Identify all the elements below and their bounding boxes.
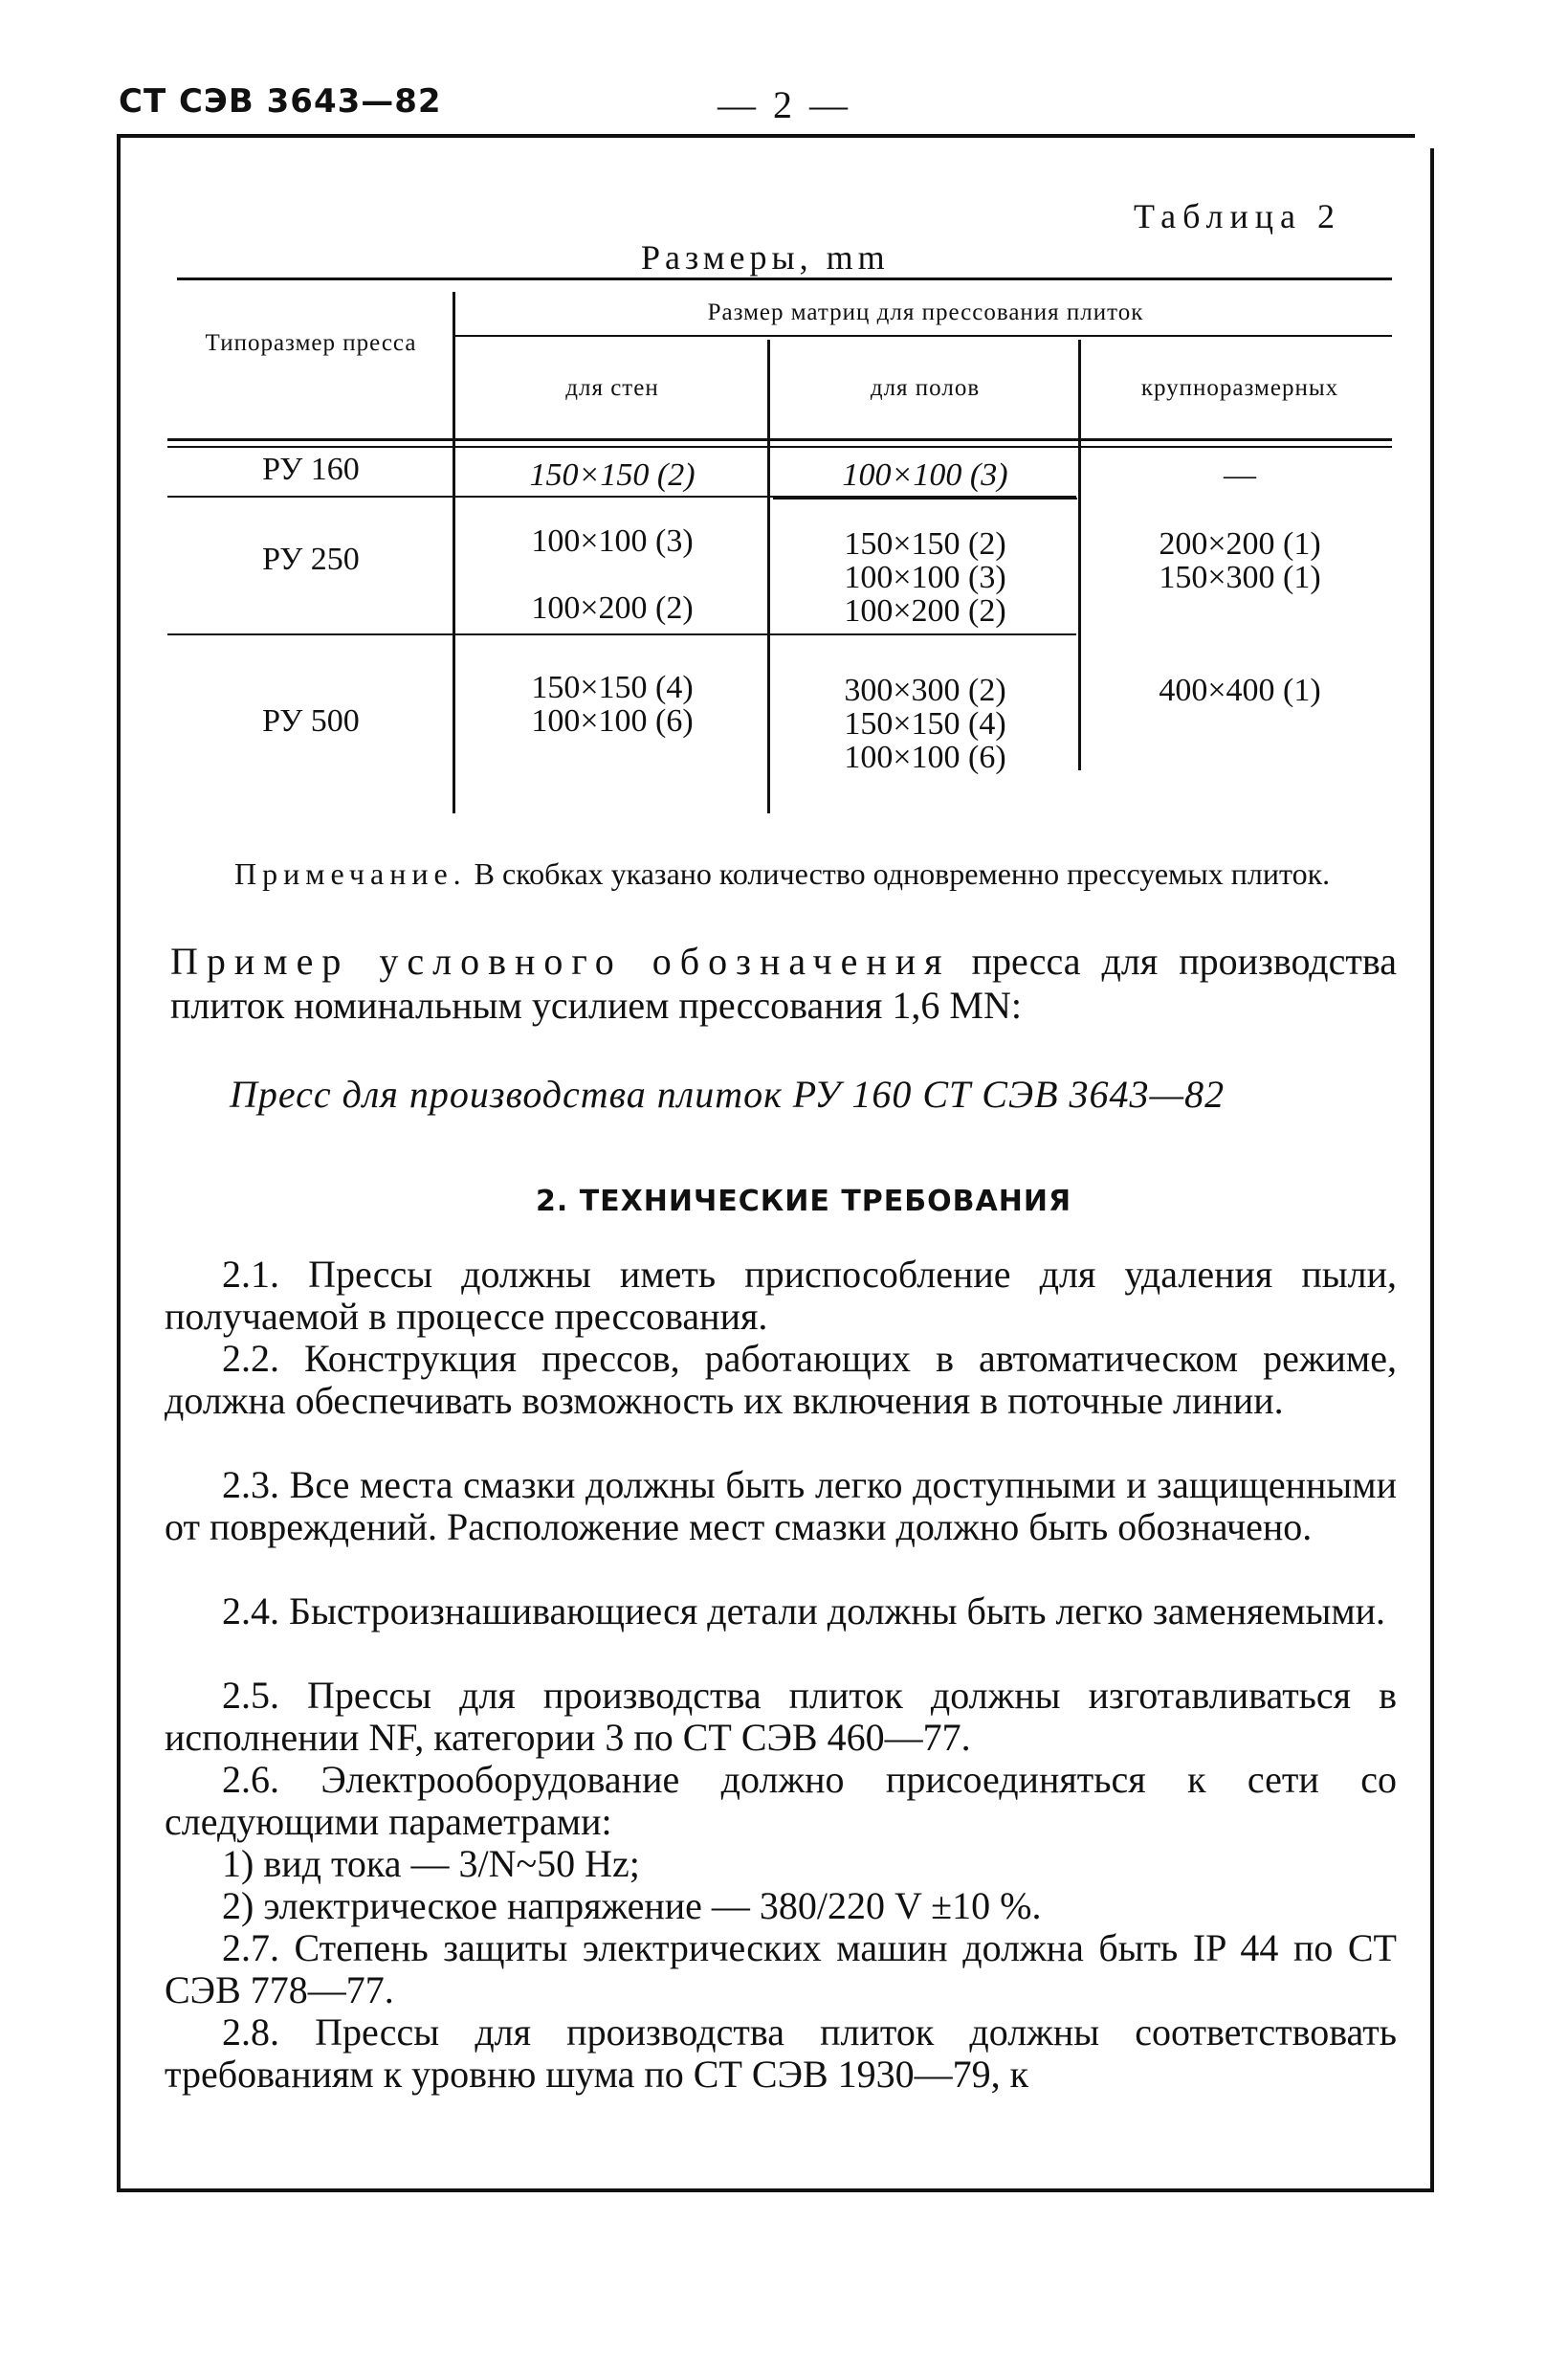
example-label: Пример условного обозначения	[170, 940, 951, 983]
frame-bottom-rule	[117, 2188, 1434, 2192]
header-group-rule	[454, 335, 1392, 337]
row3-large-1: 400×400 (1)	[1159, 673, 1321, 708]
row3-walls-1: 150×150 (4)	[531, 670, 694, 705]
example-designation: Пресс для производства плиток РУ 160 СТ СЭВ 3643—82	[230, 1073, 1226, 1116]
frame-left-rule	[117, 134, 121, 2191]
row3-press: РУ 500	[262, 703, 360, 739]
page-number: — 2 —	[718, 83, 851, 126]
row2-floors-3: 100×200 (2)	[844, 593, 1006, 629]
paragraph-2-6-1: 1) вид тока — 3/N~50 Hz;	[222, 1842, 640, 1885]
paragraph-2-4: 2.4. Быстроизнашивающиеся детали должны быть легко заменяемыми.	[222, 1589, 1386, 1632]
row2-large-2: 150×300 (1)	[1159, 560, 1321, 595]
header-press: Типоразмер пресса	[205, 330, 417, 356]
paragraph-2-7: 2.7. Степень защиты электрических машин должна быть IP 44 по СТ СЭВ 778—77.	[165, 1926, 1397, 2011]
header-bottom-rule-2	[167, 446, 1392, 448]
row1-press: РУ 160	[262, 452, 360, 487]
table-note	[234, 856, 1397, 891]
row2-floors-1: 150×150 (2)	[844, 526, 1006, 562]
row2-large-1: 200×200 (1)	[1159, 526, 1321, 562]
paragraph-2-8: 2.8. Прессы для производства плиток должны соответствовать требованиям к уровню шума по СТ СЭВ 1930—79, к	[165, 2010, 1397, 2096]
frame-top-rule	[119, 134, 1415, 138]
row3-floors-3: 100×100 (6)	[844, 740, 1006, 775]
col-divider-3	[1078, 340, 1081, 770]
row2-walls-1: 100×100 (3)	[531, 523, 694, 559]
row1-walls: 150×150 (2)	[529, 457, 696, 493]
row-rule-2	[167, 633, 1076, 635]
row3-floors-1: 300×300 (2)	[844, 673, 1006, 708]
row1-floors: 100×100 (3)	[842, 457, 1008, 493]
table-top-rule	[177, 278, 1392, 280]
header-walls: для стен	[565, 375, 659, 401]
row2-press: РУ 250	[262, 542, 360, 577]
paragraph-2-6-2: 2) электрическое напряжение — 380/220 V ±10 %.	[222, 1884, 1042, 1927]
row3-floors-2: 150×150 (4)	[844, 706, 1006, 742]
header-matrix-size: Размер матриц для прессования плиток	[707, 300, 1144, 325]
example-paragraph	[170, 940, 1397, 1028]
note-label: Примечание.	[234, 856, 467, 891]
paragraph-2-3: 2.3. Все места смазки должны быть легко доступными и защищенными от повреждений. Расположение мест смазки должно быть обозначено.	[165, 1463, 1397, 1548]
col-divider-1	[453, 292, 455, 813]
row2-walls-2: 100×200 (2)	[531, 590, 694, 626]
standard-code: СТ СЭВ 3643—82	[119, 82, 442, 121]
header-floors: для полов	[870, 375, 981, 401]
header-large: крупноразмерных	[1140, 375, 1339, 401]
row1-large: —	[1224, 457, 1256, 493]
header-bottom-rule	[167, 438, 1392, 441]
paragraph-2-6: 2.6. Электрооборудование должно присоединяться к сети со следующими параметрами:	[165, 1758, 1397, 1843]
table-number: Таблица 2	[1134, 197, 1341, 235]
col-divider-2	[767, 340, 770, 813]
paragraph-2-5: 2.5. Прессы для производства плиток должны изготавливаться в исполнении NF, категории 3 по СТ СЭВ 460—77.	[165, 1674, 1397, 1759]
section-title: 2. ТЕХНИЧЕСКИЕ ТРЕБОВАНИЯ	[536, 1185, 1072, 1218]
frame-right-rule	[1430, 148, 1434, 2191]
table-units: Размеры, mm	[641, 238, 890, 277]
paragraph-2-1: 2.1. Прессы должны иметь приспособление для удаления пыли, получаемой в процессе прессования.	[165, 1253, 1397, 1338]
row2-floors-2: 100×100 (3)	[844, 560, 1006, 595]
example-text: пресса для производства плиток номинальным усилием прессования 1,6 MN:	[170, 940, 1398, 1027]
row3-walls-2: 100×100 (6)	[531, 703, 694, 739]
note-text: В скобках указано количество одновременно прессуемых плиток.	[466, 856, 1331, 891]
paragraph-2-2: 2.2. Конструкция прессов, работающих в автоматическом режиме, должна обеспечивать возможность их включения в поточные линии.	[165, 1337, 1397, 1422]
row1-floors-underline	[773, 498, 1077, 500]
